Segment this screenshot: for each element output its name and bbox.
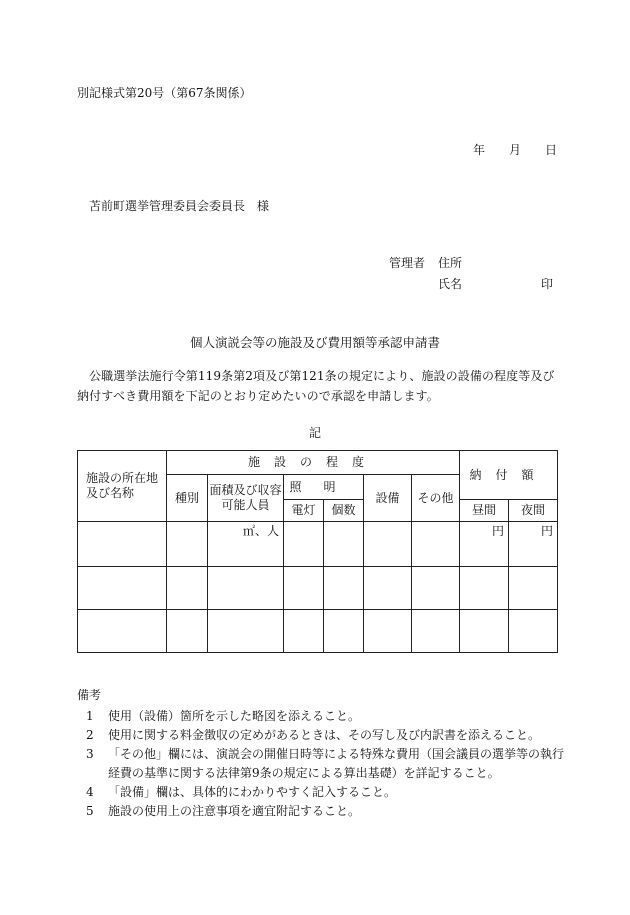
header-light-bulb: 電灯 [284,500,324,522]
cell-night[interactable] [509,610,558,653]
note-item [86,707,360,724]
cell-night[interactable] [509,522,558,567]
date-month-label: 月 [509,143,522,157]
note-item [86,745,564,762]
header-count: 個数 [324,500,364,522]
cell-location[interactable] [78,567,167,610]
form-number: 別記様式第20号（第67条関係） [77,86,252,100]
table-row [78,567,558,610]
table-row [78,610,558,653]
cell-light-bulb[interactable] [284,610,324,653]
header-lighting: 照明 [284,475,364,500]
yen-unit-daytime: 円 [492,524,505,538]
note-text: 使用（設備）箇所を示した略図を添えること。 [108,709,361,723]
cell-location[interactable] [78,522,167,567]
date-day-label: 日 [545,143,558,157]
cell-count[interactable] [324,567,364,610]
note-text: 「設備」欄は、具体的にわかりやすく記入すること。 [108,785,397,799]
note-number: 3 [86,747,94,761]
header-location: 施設の所在地及び名称 [78,451,167,522]
header-payment: 納付額 [460,451,558,500]
cell-type[interactable] [167,567,208,610]
applicant-address-label: 住所 [438,256,463,270]
cell-type[interactable] [167,610,208,653]
note-number: 1 [86,709,94,723]
note-item [86,726,540,743]
note-number: 4 [86,785,94,799]
cell-equipment[interactable] [364,610,412,653]
cell-location[interactable] [78,610,167,653]
addressee: 苫前町選挙管理委員会委員長 様 [89,199,270,213]
header-area: 面積及び収容可能人員 [208,475,284,522]
cell-daytime[interactable] [460,522,509,567]
cell-night[interactable] [509,567,558,610]
cell-count[interactable] [324,610,364,653]
note-text: 施設の使用上の注意事項を適宜附記すること。 [108,804,361,818]
ki-label: 記 [308,426,321,440]
cell-daytime[interactable] [460,567,509,610]
document-title: 個人演説会等の施設及び費用額等承認申請書 [189,335,440,350]
cell-equipment[interactable] [364,567,412,610]
cell-area[interactable] [208,567,284,610]
cell-area[interactable] [208,522,284,567]
note-item [86,783,396,800]
cell-other[interactable] [412,522,460,567]
cell-daytime[interactable] [460,610,509,653]
yen-unit-night: 円 [541,524,554,538]
applicant-role: 管理者 [389,256,426,270]
area-unit: ㎡、人 [242,524,279,538]
note-number: 5 [86,804,94,818]
header-other: その他 [412,475,460,522]
cell-other[interactable] [412,610,460,653]
notes-title: 備考 [77,688,102,702]
note-item-continuation: 経費の基準に関する法律第9条の規定による算出基礎）を詳記すること。 [108,766,500,780]
note-text: 「その他」欄には、演説会の開催日時等による特殊な費用（国会議員の選挙等の執行 [108,747,565,761]
header-night: 夜間 [509,500,558,522]
header-type: 種別 [167,475,208,522]
table-row [78,522,558,567]
seal-mark: 印 [541,277,554,291]
date-year-label: 年 [473,143,486,157]
header-facility-degree: 施設の程度 [167,451,460,475]
cell-area[interactable] [208,610,284,653]
header-daytime: 昼間 [460,500,509,522]
cell-light-bulb[interactable] [284,567,324,610]
applicant-name-label: 氏名 [438,277,463,291]
header-equipment: 設備 [364,475,412,522]
cell-equipment[interactable] [364,522,412,567]
facility-table [77,450,558,653]
note-item [86,802,360,819]
note-number: 2 [86,728,94,742]
cell-light-bulb[interactable] [284,522,324,567]
note-text: 使用に関する料金徴収の定めがあるときは、その写し及び内訳書を添えること。 [108,728,541,742]
cell-count[interactable] [324,522,364,567]
cell-other[interactable] [412,567,460,610]
cell-type[interactable] [167,522,208,567]
body-paragraph: 公職選挙法施行令第119条第2項及び第121条の規定により、施設の設備の程度等及び納付すべき費用額を下記のとおり定めたいので承認を申請します。 [77,369,555,403]
